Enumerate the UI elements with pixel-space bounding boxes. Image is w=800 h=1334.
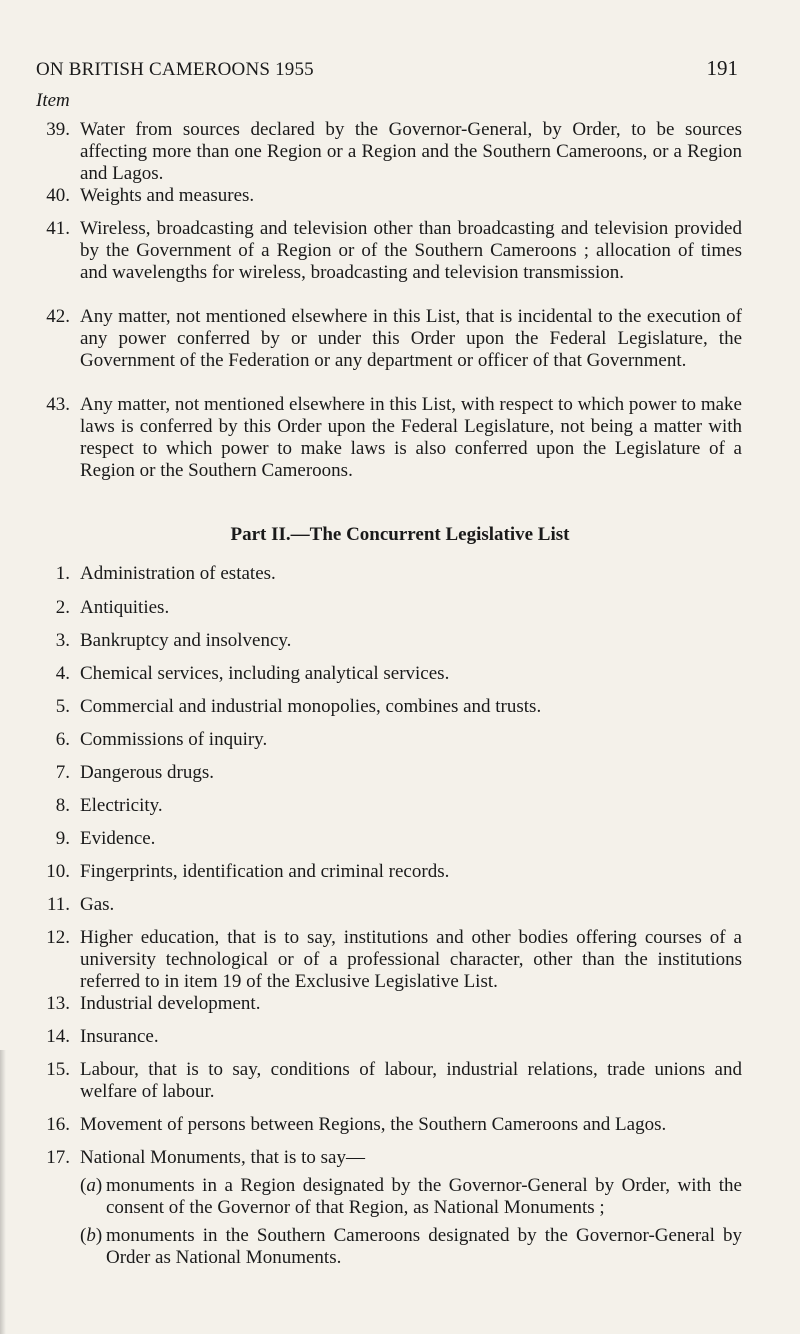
item-text: Electricity. <box>80 795 163 816</box>
list-item <box>0 185 800 207</box>
item-number: 1. <box>55 563 70 584</box>
sub-item <box>80 1225 742 1269</box>
running-head <box>36 56 738 81</box>
list-item <box>0 119 800 185</box>
paren-open: ( <box>80 1225 87 1246</box>
item-text: Antiquities. <box>80 597 170 618</box>
list-item <box>0 729 800 751</box>
item-number: 4. <box>55 663 70 684</box>
sub-item-letter: b <box>86 1225 96 1246</box>
list-item <box>0 1147 800 1269</box>
page-number: 191 <box>706 56 738 80</box>
item-text: Fingerprints, identification and criminal records. <box>80 861 450 882</box>
item-text: Commissions of inquiry. <box>80 729 268 750</box>
list-item <box>0 218 800 284</box>
item-number: 3. <box>55 630 70 651</box>
item-text: Bankruptcy and insolvency. <box>80 630 292 651</box>
item-column-label: Item <box>36 90 70 111</box>
list-item <box>0 894 800 916</box>
item-number: 11. <box>46 894 70 915</box>
item-number: 12. <box>46 927 70 948</box>
item-number: 15. <box>46 1059 70 1080</box>
item-number: 5. <box>55 696 70 717</box>
item-text: National Monuments, that is to say— <box>80 1147 365 1168</box>
item-number: 6. <box>55 729 70 750</box>
item-text: Industrial development. <box>80 993 261 1014</box>
list-item <box>0 597 800 619</box>
item-number: 41. <box>46 218 70 239</box>
item-number: 17. <box>46 1147 70 1168</box>
item-text: Water from sources declared by the Governor-General, by Order, to be sources affecting more than one Region or a Region and the Southern Cameroons, or a Region and Lagos. <box>80 119 742 184</box>
sub-item-marker <box>80 1175 106 1219</box>
list-item <box>0 563 800 585</box>
item-number: 13. <box>46 993 70 1014</box>
item-body <box>80 1147 742 1269</box>
item-number: 43. <box>46 394 70 415</box>
item-number: 40. <box>46 185 70 206</box>
item-text: Labour, that is to say, conditions of labour, industrial relations, trade unions and welfare of labour. <box>80 1059 742 1102</box>
list-item <box>0 828 800 850</box>
item-number: 42. <box>46 306 70 327</box>
item-text: Evidence. <box>80 828 156 849</box>
item-text: Chemical services, including analytical services. <box>80 663 450 684</box>
item-text: Administration of estates. <box>80 563 276 584</box>
item-text: Gas. <box>80 894 115 915</box>
item-text: Insurance. <box>80 1026 159 1047</box>
list-item <box>0 306 800 372</box>
item-text: Weights and measures. <box>80 185 255 206</box>
item-text: Movement of persons between Regions, the Southern Cameroons and Lagos. <box>80 1114 667 1135</box>
item-number: 9. <box>55 828 70 849</box>
paren-close: ) <box>95 1175 103 1196</box>
item-text: Any matter, not mentioned elsewhere in this List, that is incidental to the execution of any power conferred by or under this Order upon the Federal Legislature, the Government of the Federation or any department or officer of that Government. <box>80 306 742 371</box>
part-heading: Part II.—The Concurrent Legislative List <box>230 524 570 545</box>
item-number: 7. <box>55 762 70 783</box>
item-number: 14. <box>46 1026 70 1047</box>
list-item <box>0 663 800 685</box>
running-head-title: ON BRITISH CAMEROONS 1955 <box>36 59 314 80</box>
paren-open: ( <box>80 1175 87 1196</box>
item-text: Dangerous drugs. <box>80 762 215 783</box>
paren-close: ) <box>95 1225 103 1246</box>
list-item <box>0 1026 800 1048</box>
sub-item-letter: a <box>86 1175 96 1196</box>
list-item <box>0 630 800 652</box>
item-number: 16. <box>46 1114 70 1135</box>
item-number: 39. <box>46 119 70 140</box>
list-item <box>0 927 800 993</box>
list-item <box>0 762 800 784</box>
item-text: Any matter, not mentioned elsewhere in this List, with respect to which power to make laws is conferred by this Order upon the Federal Legislature, not being a matter with respect to which power to make laws is also conferred upon the Legislature of a Region or the Southern Cameroons. <box>80 394 742 481</box>
list-item <box>0 795 800 817</box>
list-item <box>0 1059 800 1103</box>
scan-edge-shadow <box>0 1050 6 1334</box>
list-item <box>0 1114 800 1136</box>
item-number: 2. <box>55 597 70 618</box>
list-item <box>0 861 800 883</box>
item-text: Wireless, broadcasting and television other than broadcasting and television provided by the Government of a Region or of the Southern Cameroons ; allocation of times and wavelengths for wireless, broadcasting and television transmission. <box>80 218 742 283</box>
list-item <box>0 993 800 1015</box>
sub-item-text: monuments in the Southern Cameroons designated by the Governor-General by Order as National Monuments. <box>106 1225 742 1268</box>
item-text: Commercial and industrial monopolies, combines and trusts. <box>80 696 542 717</box>
sub-item-marker <box>80 1225 106 1269</box>
list-item <box>0 696 800 718</box>
list-item <box>0 394 800 482</box>
item-text: Higher education, that is to say, institutions and other bodies offering courses of a university technological or of a professional character, other than the institutions referred to in item 19 of the Exclusive Legislative List. <box>80 927 742 992</box>
sub-item-text: monuments in a Region designated by the Governor-General by Order, with the consent of the Governor of that Region, as National Monuments ; <box>106 1175 742 1218</box>
item-number: 8. <box>55 795 70 816</box>
sub-item <box>80 1175 742 1219</box>
item-number: 10. <box>46 861 70 882</box>
